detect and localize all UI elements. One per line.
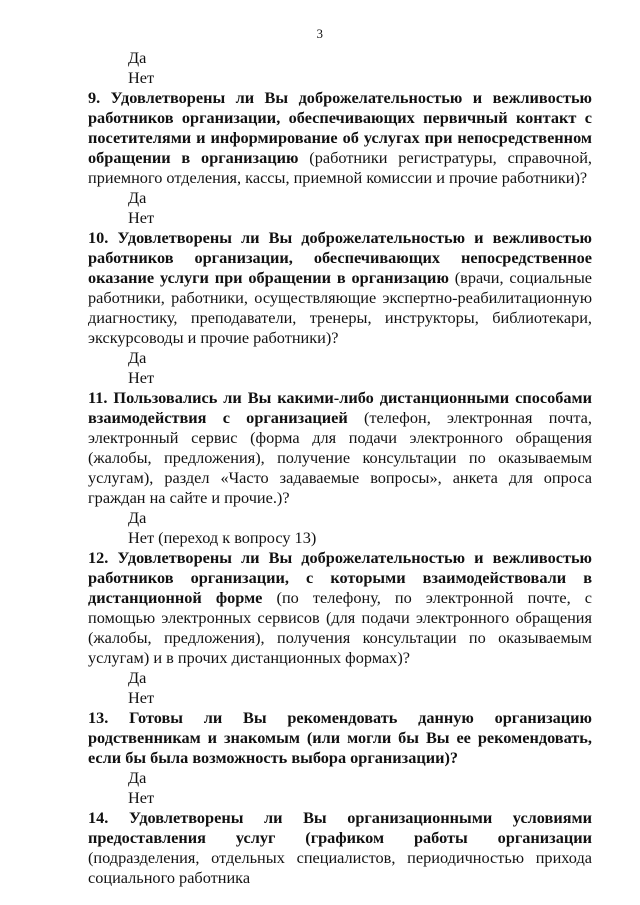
answer-option: Нет [128,208,155,227]
question-10 [88,228,592,348]
answer-option: Нет [128,368,155,387]
question-14 [88,808,592,888]
question-bold-text: Пользовались ли Вы какими-либо дистанционными способами взаимодействия с организацией [88,388,592,427]
answer-option: Нет [128,68,155,87]
question-number: 11. [88,388,108,407]
question-12 [88,548,592,668]
question-text: (телефон, электронная почта, электронный сервис (форма для подачи электронного обращения (жалобы, предложения), получение консультации по оказываемым услугам), раздел «Часто задаваемые вопросы», анкета для опроса граждан на сайте и прочие.)? [88,408,592,507]
question-number: 14. [88,808,109,827]
answer-option: Да [128,768,147,787]
question-number: 13. [88,708,109,727]
question-11 [88,388,592,508]
question-bold-text: Удовлетворены ли Вы доброжелательностью и вежливостью работников организации, с которыми взаимодействовали в дистанционной форме [88,548,592,607]
answer-option: Да [128,348,147,367]
answer-option: Нет [128,688,155,707]
answer-option: Нет (переход к вопросу 13) [128,528,317,547]
page-number: 3 [316,26,324,41]
question-number: 10. [88,228,109,247]
question-text: (подразделения, отдельных специалистов, периодичностью прихода социального работника [88,848,592,887]
question-text: (врачи, социальные работники, работники, осуществляющие экспертно-реабилитационную диагностику, преподаватели, тренеры, инструкторы, библиотекари, экскурсоводы и прочие работники)? [88,268,592,347]
question-number: 9. [88,88,101,107]
question-bold-text: Удовлетворены ли Вы доброжелательностью и вежливостью работников организации, обеспечивающих непосредственное оказание услуги при обращении в организацию [88,228,592,287]
questionnaire-content [88,48,592,888]
answer-option: Нет [128,788,155,807]
answer-option: Да [128,188,147,207]
question-bold-text: Удовлетворены ли Вы доброжелательностью и вежливостью работников организации, обеспечивающих первичный контакт с посетителями и информирование об услугах при непосредственном обращении в организацию [88,88,593,167]
question-13 [88,708,592,768]
question-text: (по телефону, по электронной почте, с помощью электронных сервисов (для подачи электронного обращения (жалобы, предложения), получения консультации по оказываемым услугам) и в прочих дистанционных формах)? [88,588,592,667]
question-text: (работники регистратуры, справочной, приемного отделения, кассы, приемной комиссии и прочие работники)? [88,148,592,187]
answer-option: Да [128,508,147,527]
question-number: 12. [88,548,109,567]
answer-option: Да [128,668,147,687]
answer-option: Да [128,48,147,67]
question-bold-text: Удовлетворены ли Вы организационными условиями предоставления услуг (графиком работы организации [88,808,592,847]
question-bold-text: Готовы ли Вы рекомендовать данную организацию родственникам и знакомым (или могли бы Вы ее рекомендовать, если бы была возможность выбора организации)? [88,708,592,767]
question-9 [88,88,592,188]
